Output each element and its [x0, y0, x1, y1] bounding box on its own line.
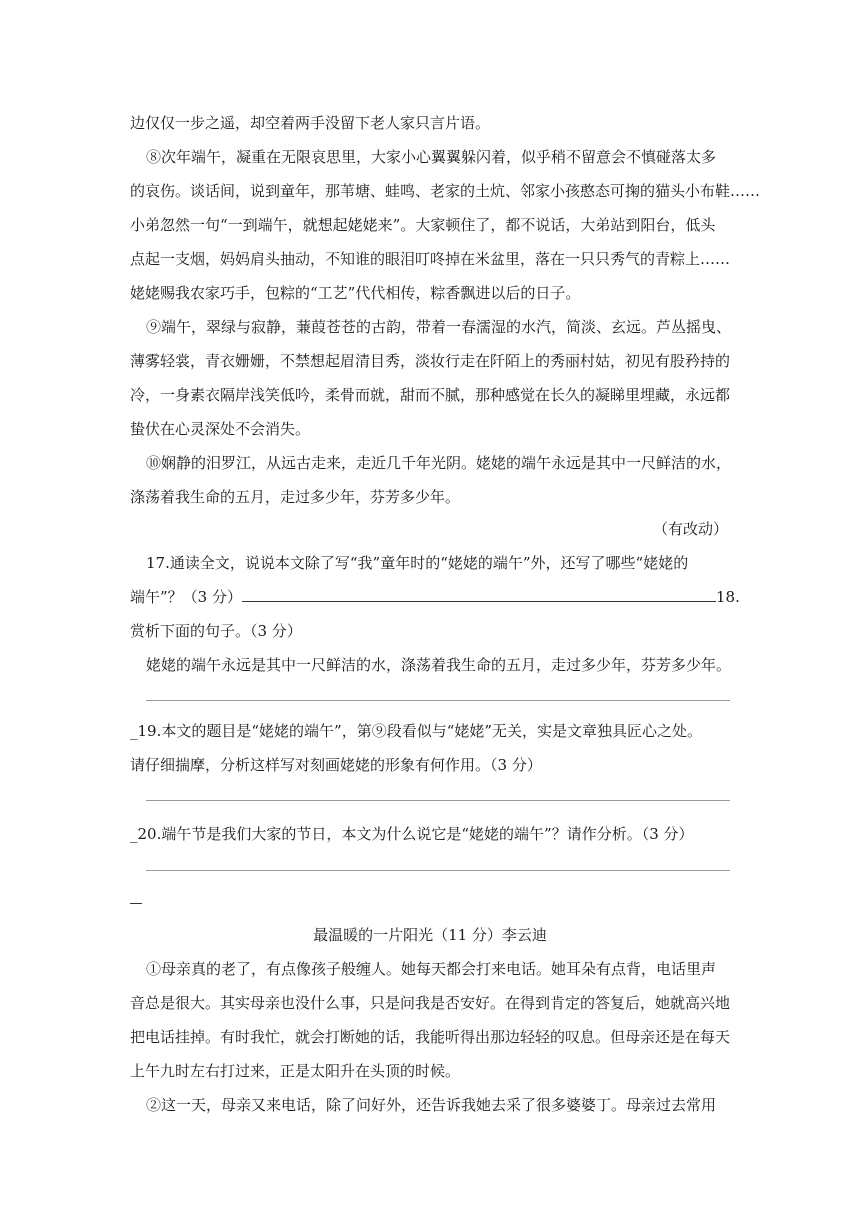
story2-p1-line: 音总是很大。其实母亲也没什么事，只是问我是否安好。在得到肯定的答复后，她就高兴地: [130, 994, 731, 1012]
story2-p1-line: 把电话挂掉。有时我忙，就会打断她的话，我能听得出那边轻轻的叹息。但母亲还是在每天: [130, 1028, 731, 1046]
question-18-quote: 姥姥的端午永远是其中一尺鲜洁的水，涤荡着我生命的五月，走过多少年，芬芳多少年。: [146, 656, 732, 674]
story1-p9-line: 冷，一身素衣隔岸浅笑低吟，柔骨而就，甜而不腻，那种感觉在长久的凝睇里埋藏，永远都: [130, 386, 731, 404]
question-19-line: 请仔细揣摩，分析这样写对刻画姥姥的形象有何作用。（3 分）: [130, 756, 542, 774]
answer-blank-stub[interactable]: [130, 889, 142, 909]
story1-p10-line: 涤荡着我生命的五月，走过多少年，芬芳多少年。: [130, 488, 461, 506]
story2-p2-line: ②这一天，母亲又来电话，除了问好外，还告诉我她去采了很多婆婆丁。母亲过去常用: [146, 1096, 717, 1114]
story1-p8-line: 姥姥赐我农家巧手，包粽的“工艺”代代相传，粽香飘进以后的日子。: [130, 284, 581, 302]
answer-blank[interactable]: [242, 587, 716, 602]
question-17-line: 17.通读全文，说说本文除了写“我”童年时的“姥姥的端午”外，还写了哪些“姥姥的: [146, 554, 689, 572]
source-note: （有改动）: [652, 520, 728, 538]
story1-p8-line: 的哀伤。谈话间，说到童年，那苇塘、蛙鸣、老家的土炕、邻家小孩憨态可掬的猫头小布鞋……: [130, 182, 761, 200]
question-18-line: 赏析下面的句子。（3 分）: [130, 622, 302, 640]
story1-p9-line: 薄雾轻裳，青衣姗姗，不禁想起眉清目秀，淡妆行走在阡陌上的秀丽村姑，初见有股矜持的: [130, 352, 731, 370]
story1-p8-line: 小弟忽然一句“一到端午，就想起姥姥来”。大家顿住了，都不说话，大弟站到阳台，低头: [130, 216, 716, 234]
story1-p9-line: 蛰伏在心灵深处不会消失。: [130, 420, 311, 438]
story2-p1-line: 上午九时左右打过来，正是太阳升在头顶的时候。: [130, 1062, 461, 1080]
answer-line[interactable]: [146, 870, 730, 871]
story1-p8-line: ⑧次年端午，凝重在无限哀思里，大家小心翼翼躲闪着，似乎稍不留意会不慎碰落太多: [146, 148, 717, 166]
question-17-answer-line: [130, 587, 740, 607]
story1-p9-line: ⑨端午，翠绿与寂静，蒹葭苍苍的古韵，带着一春濡湿的水汽，简淡、玄远。芦丛摇曳、: [146, 318, 732, 336]
story2-title: 最温暖的一片阳光（11 分）李云迪: [313, 926, 547, 944]
answer-line[interactable]: [146, 700, 730, 701]
question-19-line: _19.本文的题目是“姥姥的端午”，第⑨段看似与“姥姥”无关，实是文章独具匠心之处。: [130, 722, 703, 740]
story1-p8-line: 点起一支烟，妈妈肩头抽动，不知谁的眼泪叮咚掉在米盆里，落在一只只秀气的青粽上……: [130, 250, 731, 268]
story1-line: 边仅仅一步之遥，却空着两手没留下老人家只言片语。: [130, 114, 491, 132]
question-20-line: _20.端午节是我们大家的节日，本文为什么说它是“姥姥的端午”？请作分析。（3 分）: [130, 825, 694, 843]
story2-p1-line: ①母亲真的老了，有点像孩子般缠人。她每天都会打来电话。她耳朵有点背，电话里声: [146, 960, 717, 978]
question-17-score: 端午”？（3 分）: [130, 588, 242, 606]
question-18-number: 18.: [715, 588, 740, 606]
story1-p10-line: ⑩娴静的汨罗江，从远古走来，走近几千年光阴。姥姥的端午永远是其中一尺鲜洁的水，: [146, 454, 732, 472]
answer-line[interactable]: [146, 800, 730, 801]
